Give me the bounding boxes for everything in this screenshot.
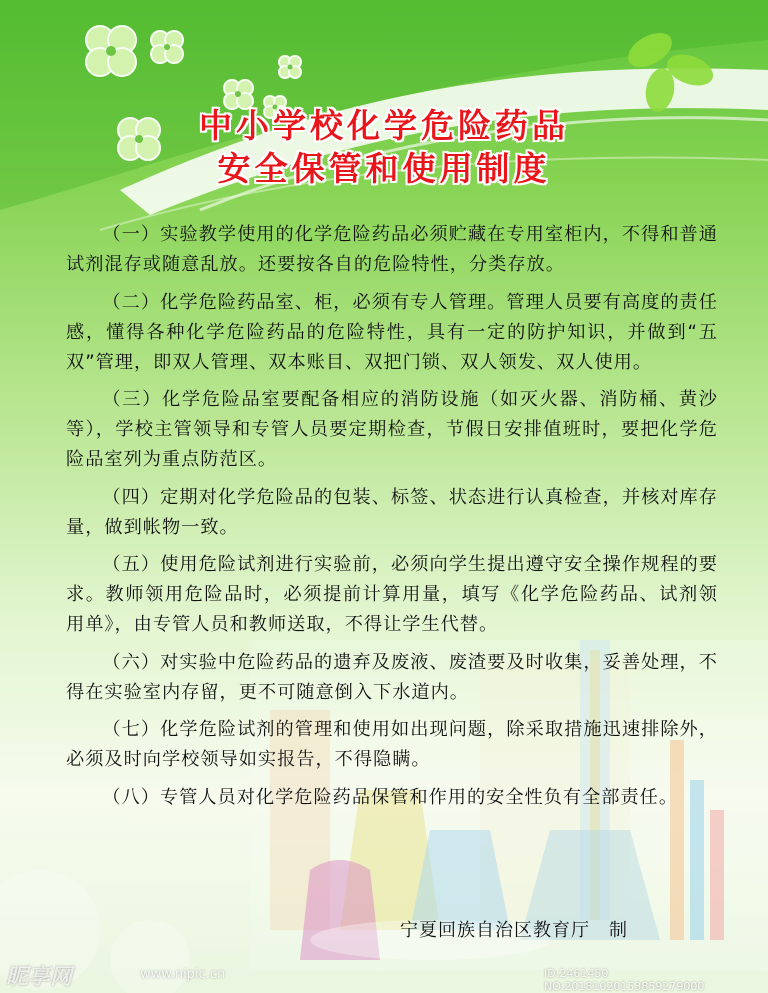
regulation-paragraph-6: （六）对实验中危险药品的遗弃及废液、废渣要及时收集，妥善处理，不得在实验室内存留，更不可随意倒入下水道内。 — [66, 651, 718, 703]
regulation-paragraph-4: （四）定期对化学危险品的包装、标签、状态进行认真检查，并核对库存量，做到帐物一致。 — [66, 486, 718, 538]
title-line-1: 中小学校化学危险药品 — [199, 106, 569, 145]
title-line-2: 安全保管和使用制度 — [217, 149, 551, 188]
watermark-brand: 昵享网 — [6, 965, 73, 990]
watermark-url: www.nipic.cn — [140, 967, 226, 982]
regulation-paragraph-7: （七）化学危险试剂的管理和使用如出现问题，除采取措施迅速排除外，必须及时向学校领导如实报告，不得隐瞒。 — [66, 719, 718, 770]
regulation-paragraph-8: （八）专管人员对化学危险药品保管和作用的安全性负有全部责任。 — [102, 786, 679, 808]
regulation-paragraph-2: （二）化学危险药品室、柜，必须有专人管理。管理人员要有高度的责任感，懂得各种化学危险药品的危险特性，具有一定的防护知识，并做到“五双”管理，即双人管理、双本账目、双把门锁、双人领发、双人使用。 — [66, 291, 718, 373]
regulation-paragraph-1: （一）实验教学使用的化学危险药品必须贮藏在专用室柜内，不得和普通试剂混存或随意乱放。还要按各自的危险特性，分类存放。 — [66, 224, 718, 275]
regulation-paragraph-3: （三）化学危险品室要配备相应的消防设施（如灭火器、消防桶、黄沙等），学校主管领导和专管人员要定期检查，节假日安排值班时，要把化学危险品室列为重点防范区。 — [66, 389, 718, 470]
issuer-signature: 宁夏回族自治区教育厅 制 — [400, 920, 628, 941]
regulation-paragraph-5: （五）使用危险试剂进行实验前，必须向学生提出遵守安全操作规程的要求。教师领用危险品时，必须提前计算用量，填写《化学危险药品、试剂领用单》，由专管人员和教师送取，不得让学生代替。 — [66, 554, 718, 635]
regulation-body — [66, 220, 718, 820]
watermark-id: ID:2461450 NO:20181020153859279000 — [544, 967, 705, 993]
